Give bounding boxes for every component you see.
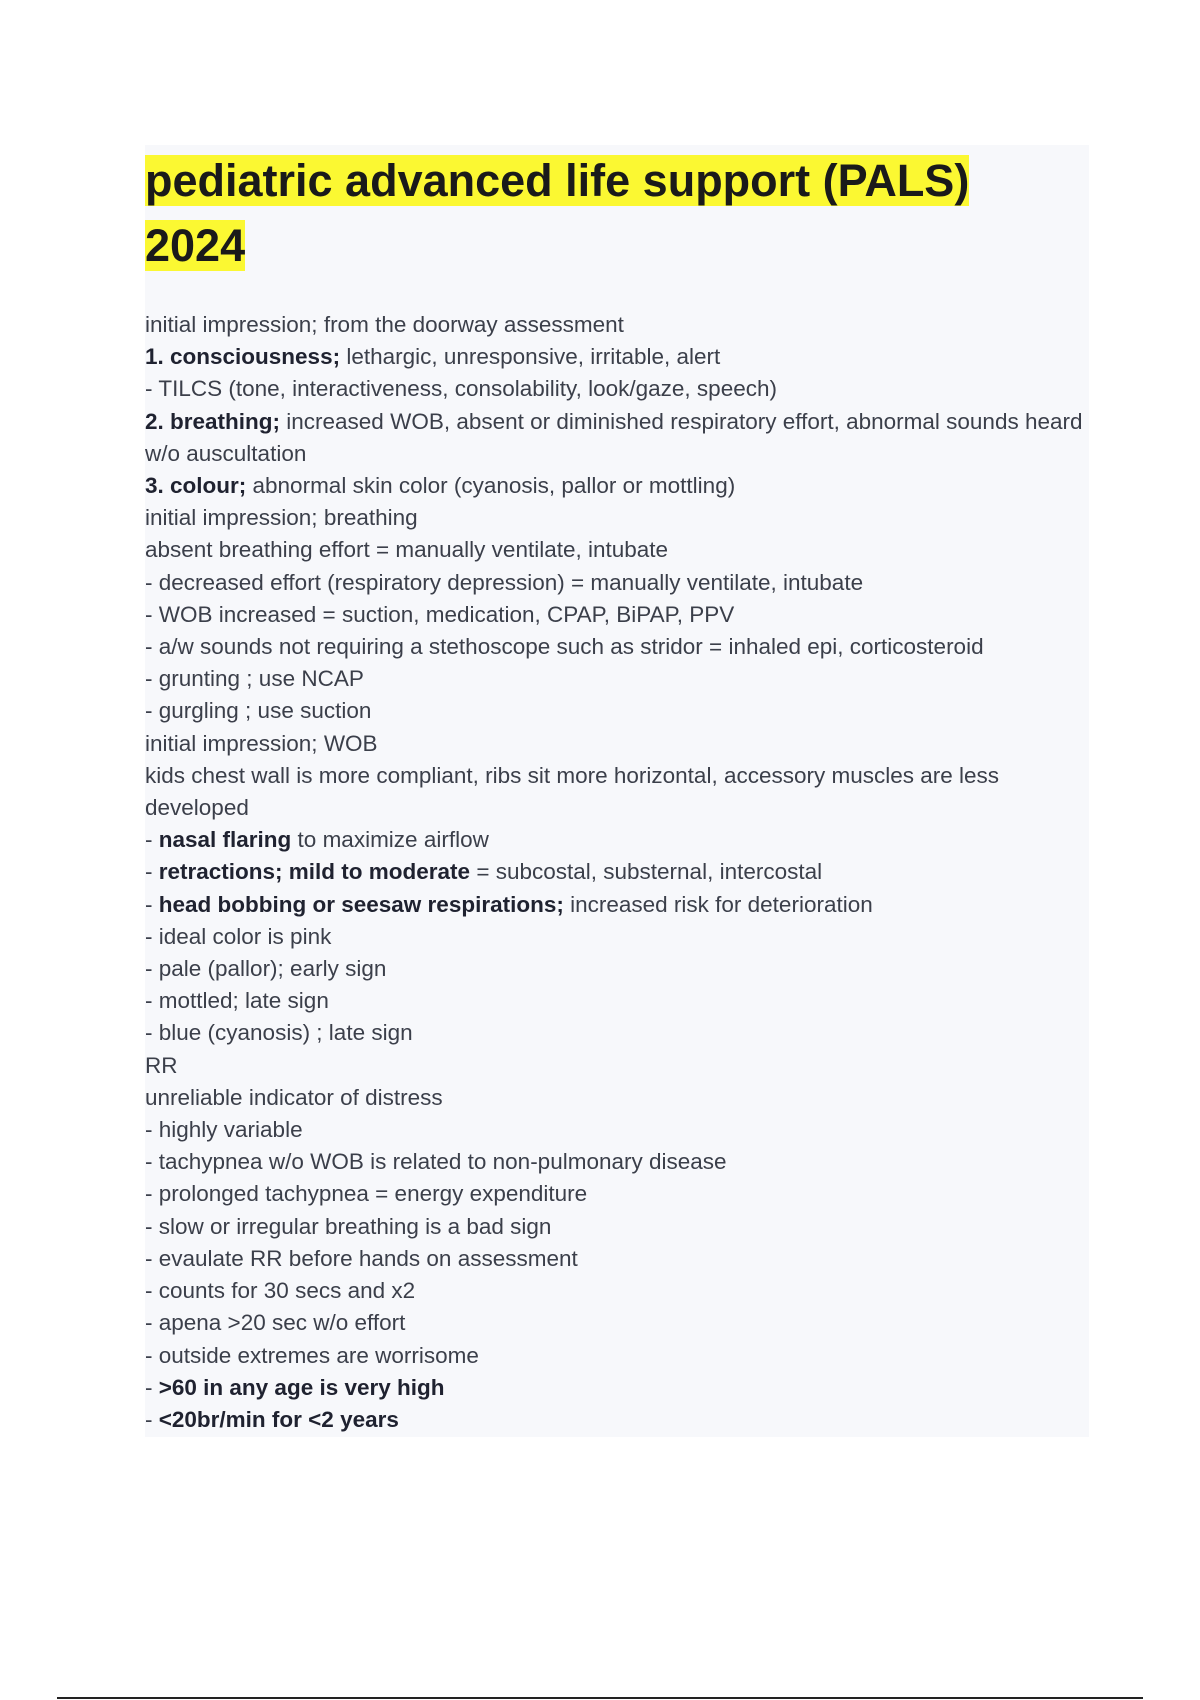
- note-line: [145, 760, 1089, 824]
- note-line: [145, 341, 1089, 373]
- note-text: abnormal skin color (cyanosis, pallor or mottling): [246, 473, 736, 499]
- note-line: [145, 1082, 1089, 1114]
- note-prefix: -: [145, 1406, 159, 1432]
- note-line: [145, 921, 1089, 953]
- note-prefix: -: [145, 1374, 159, 1400]
- note-line: [145, 856, 1089, 888]
- note-text: - grunting ; use NCAP: [145, 666, 364, 692]
- note-line: [145, 1146, 1089, 1178]
- note-text: - gurgling ; use suction: [145, 698, 372, 724]
- note-bold: nasal flaring: [158, 827, 292, 853]
- note-line: [145, 599, 1089, 631]
- note-text: RR: [145, 1052, 178, 1078]
- note-line: [145, 1243, 1089, 1275]
- note-text: initial impression; breathing: [145, 505, 418, 531]
- note-text: - ideal color is pink: [145, 923, 332, 949]
- title-line-1: pediatric advanced life support (PALS): [145, 155, 970, 206]
- note-line: [145, 1017, 1089, 1049]
- note-text: - mottled; late sign: [145, 988, 329, 1014]
- note-text: - pale (pallor); early sign: [145, 956, 387, 982]
- note-text: kids chest wall is more compliant, ribs sit more horizontal, accessory muscles are less developed: [145, 762, 1000, 821]
- note-text: - decreased effort (respiratory depression) = manually ventilate, intubate: [145, 569, 864, 595]
- note-text: - apena >20 sec w/o effort: [145, 1310, 406, 1336]
- note-text: - highly variable: [145, 1117, 303, 1143]
- note-bold: 1. consciousness;: [145, 344, 341, 370]
- note-line: [145, 1050, 1089, 1082]
- note-line: [145, 1178, 1089, 1210]
- note-line: [145, 470, 1089, 502]
- page-title: [145, 148, 1089, 278]
- note-text: increased WOB, absent or diminished respiratory effort, abnormal sounds heard w/o auscultation: [145, 408, 1083, 466]
- note-line: [145, 373, 1089, 405]
- note-text: - slow or irregular breathing is a bad sign: [145, 1213, 552, 1239]
- note-text: initial impression; from the doorway assessment: [145, 312, 624, 337]
- note-line: [145, 663, 1089, 695]
- note-line: [145, 889, 1089, 921]
- note-text: - prolonged tachypnea = energy expenditure: [145, 1181, 588, 1207]
- note-bold: 3. colour;: [145, 473, 247, 499]
- note-line: [145, 985, 1089, 1017]
- note-line: [145, 824, 1089, 856]
- notes-list: [145, 309, 1089, 1436]
- note-line: [145, 406, 1089, 470]
- note-bold: <20br/min for <2 years: [158, 1406, 399, 1432]
- note-text: - evaulate RR before hands on assessment: [145, 1245, 578, 1271]
- note-line: [145, 631, 1089, 663]
- note-prefix: -: [145, 827, 159, 853]
- note-text: - a/w sounds not requiring a stethoscope such as stridor = inhaled epi, corticosteroid: [145, 634, 984, 660]
- note-line: [145, 1211, 1089, 1243]
- note-line: [145, 1307, 1089, 1339]
- note-text: - TILCS (tone, interactiveness, consolability, look/gaze, speech): [145, 376, 777, 402]
- note-text: = subcostal, substernal, intercostal: [470, 859, 823, 885]
- note-prefix: -: [145, 891, 159, 917]
- note-line: [145, 309, 1089, 341]
- note-line: [145, 567, 1089, 599]
- note-text: - outside extremes are worrisome: [145, 1342, 479, 1368]
- note-bold: retractions; mild to moderate: [158, 859, 471, 885]
- note-line: [145, 1114, 1089, 1146]
- note-prefix: -: [145, 859, 159, 885]
- note-text: - blue (cyanosis) ; late sign: [145, 1020, 413, 1046]
- note-text: to maximize airflow: [291, 827, 489, 853]
- note-line: [145, 728, 1089, 760]
- footer-divider: [57, 1697, 1143, 1699]
- note-line: [145, 534, 1089, 566]
- note-line: [145, 502, 1089, 534]
- note-text: increased risk for deterioration: [563, 891, 873, 917]
- note-line: [145, 695, 1089, 727]
- note-text: unreliable indicator of distress: [145, 1084, 443, 1110]
- note-text: - counts for 30 secs and x2: [145, 1278, 416, 1304]
- title-line-2: 2024: [145, 220, 246, 271]
- note-bold: >60 in any age is very high: [158, 1374, 445, 1400]
- note-line: [145, 1340, 1089, 1372]
- note-bold: 2. breathing;: [145, 408, 281, 434]
- note-text: - WOB increased = suction, medication, CPAP, BiPAP, PPV: [145, 601, 735, 627]
- note-text: absent breathing effort = manually ventilate, intubate: [145, 537, 669, 563]
- note-text: - tachypnea w/o WOB is related to non-pulmonary disease: [145, 1149, 727, 1175]
- note-line: [145, 1372, 1089, 1404]
- note-bold: head bobbing or seesaw respirations;: [158, 891, 564, 917]
- note-text: initial impression; WOB: [145, 730, 378, 756]
- note-line: [145, 1275, 1089, 1307]
- note-line: [145, 953, 1089, 985]
- note-line: [145, 1404, 1089, 1436]
- note-text: lethargic, unresponsive, irritable, alert: [340, 344, 721, 370]
